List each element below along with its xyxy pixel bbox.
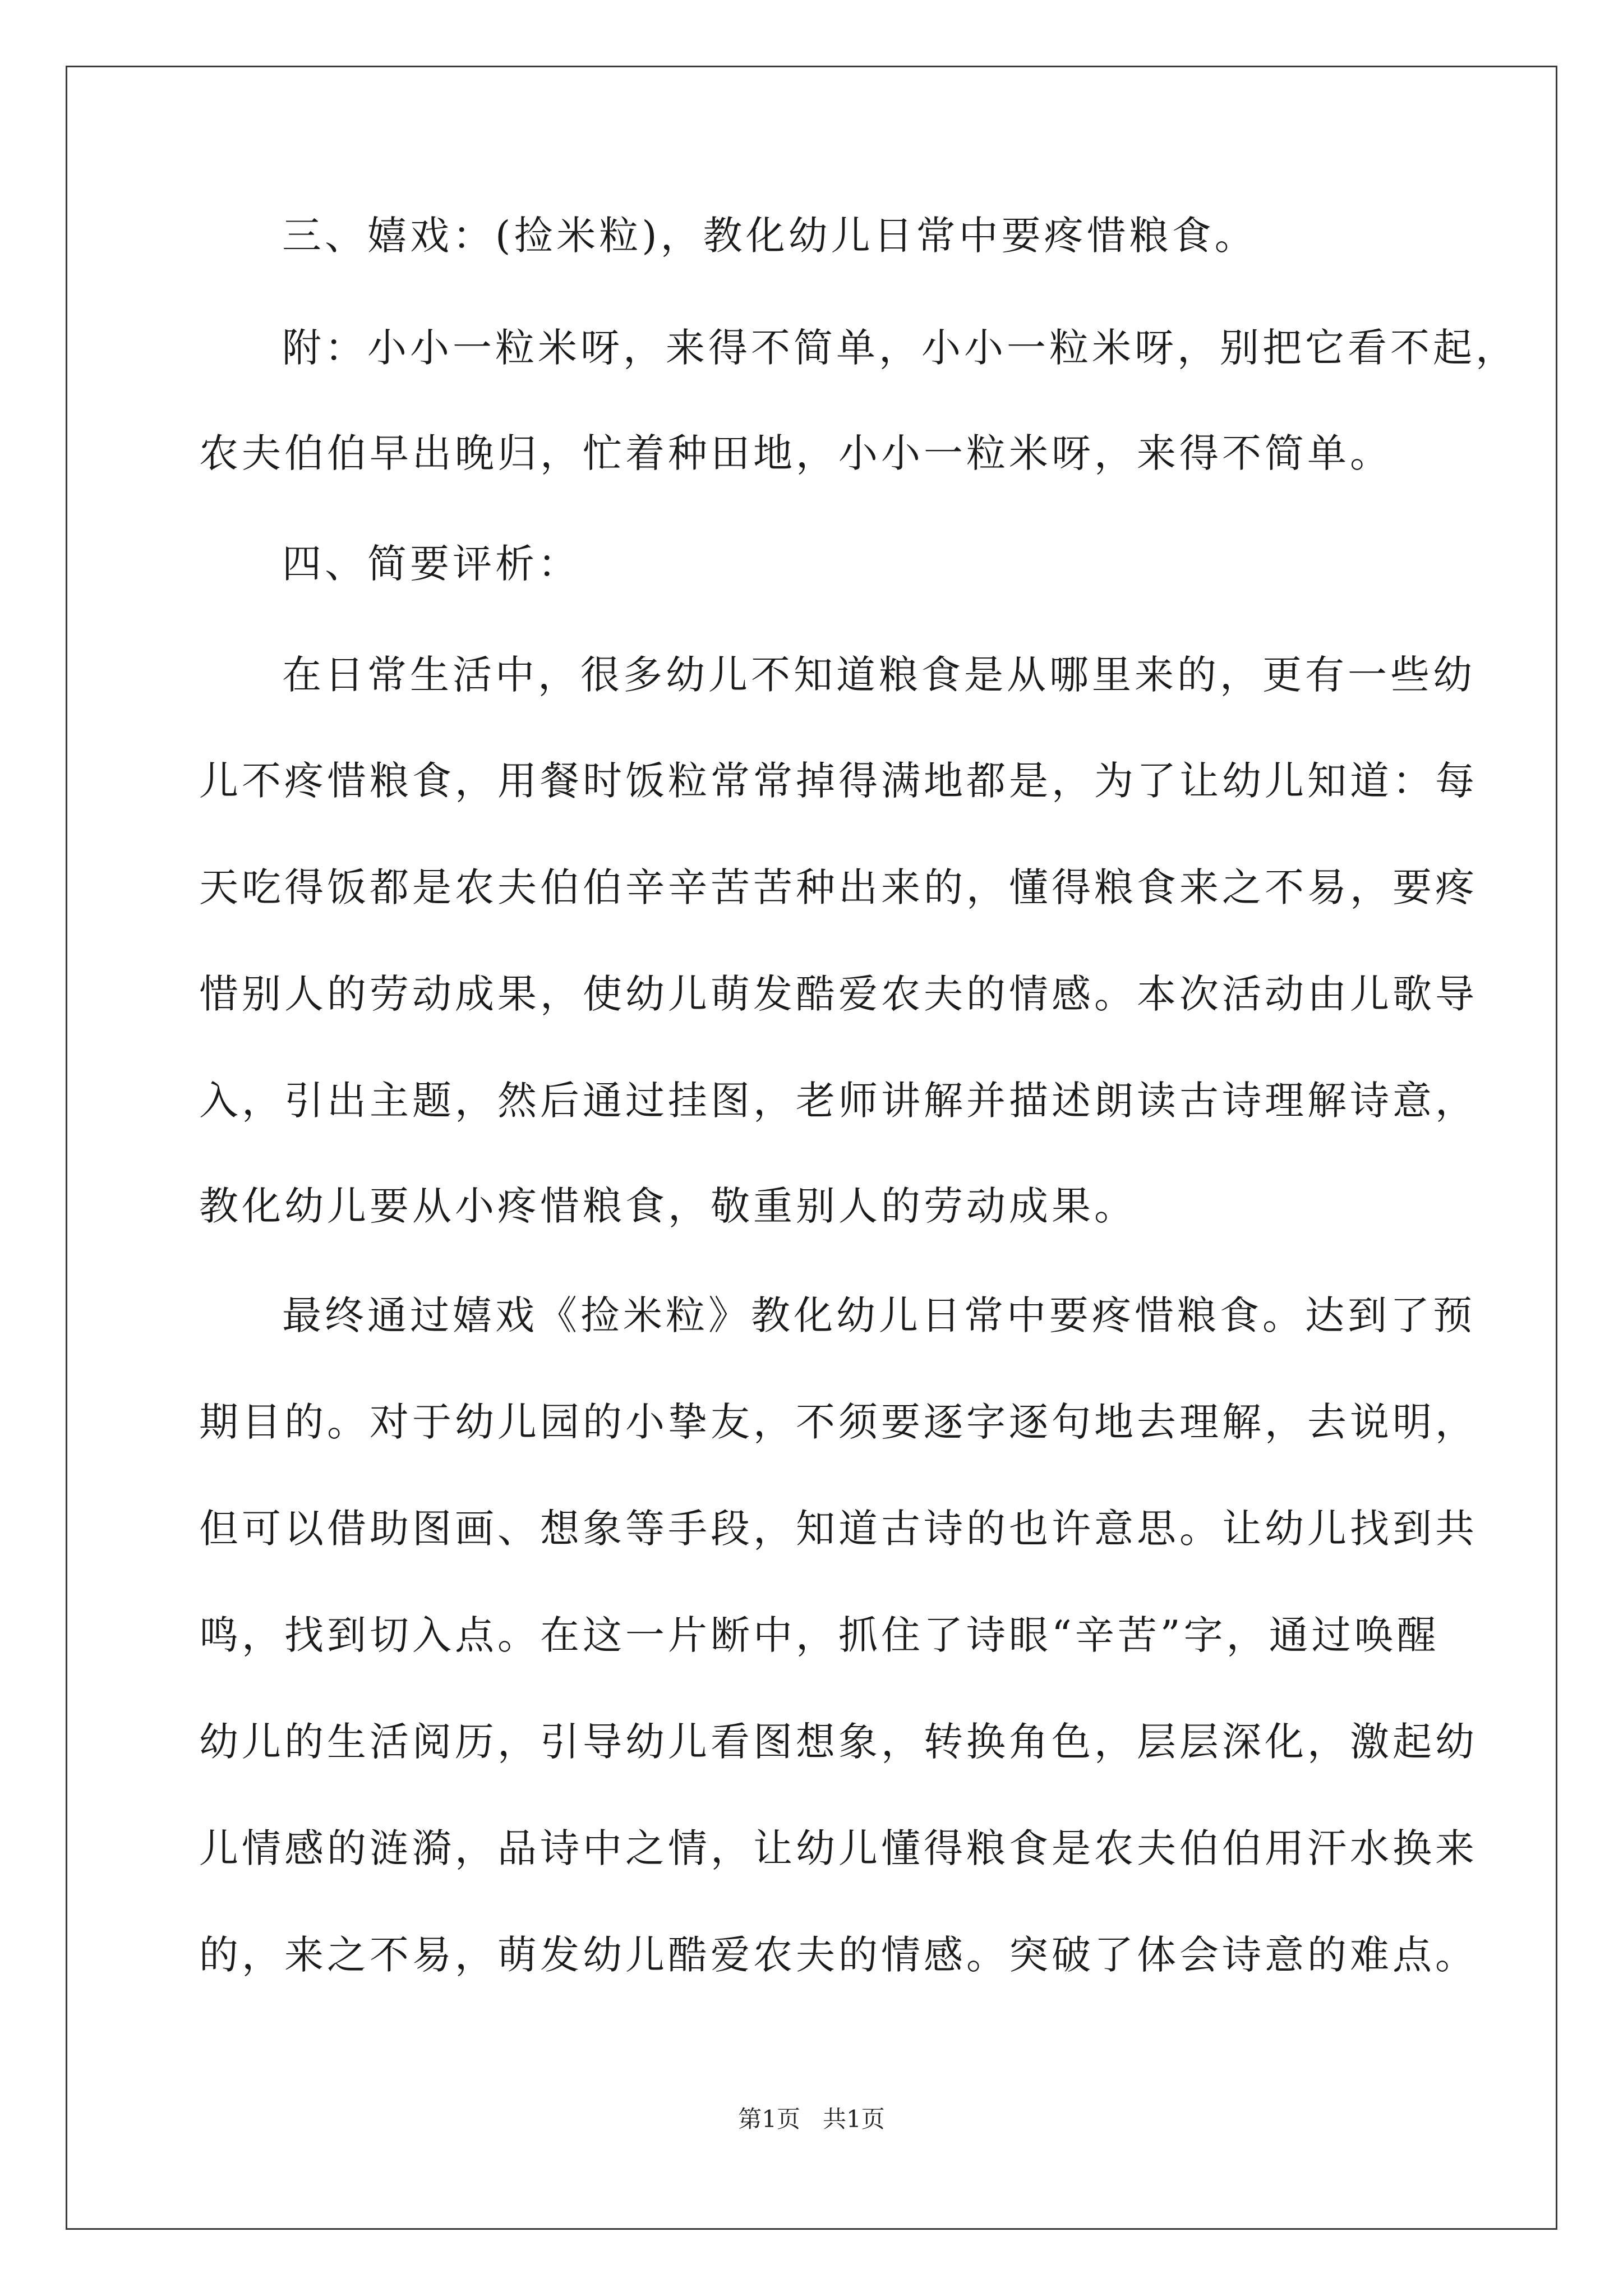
paragraph-line: 的，来之不易，萌发幼儿酷爱农夫的情感。突破了体会诗意的难点。 [199,1932,1478,1978]
paragraph-line: 最终通过嬉戏《捡米粒》教化幼儿日常中要疼惜粮食。达到了预 [282,1292,1476,1338]
paragraph-line: 在日常生活中，很多幼儿不知道粮食是从哪里来的，更有一些幼 [282,652,1476,698]
page-footer [0,2102,1623,2136]
paragraph-line: 教化幼儿要从小疼惜粮食，敬重别人的劳动成果。 [199,1183,1137,1229]
paragraph-line: 但可以借助图画、想象等手段，知道古诗的也许意思。让幼儿找到共 [199,1506,1478,1552]
section-heading-game: 三、嬉戏：(捡米粒)，教化幼儿日常中要疼惜粮食。 [282,213,1257,259]
paragraph-line: 期目的。对于幼儿园的小挚友，不须要逐字逐句地去理解，去说明， [199,1399,1478,1445]
paragraph-line: 入，引出主题，然后通过挂图，老师讲解并描述朗读古诗理解诗意， [199,1078,1478,1124]
page-border [66,66,1557,2230]
page-number: 第1页 [738,2105,800,2133]
paragraph-line: 惜别人的劳动成果，使幼儿萌发酷爱农夫的情感。本次活动由儿歌导 [199,971,1478,1017]
paragraph-line: 儿不疼惜粮食，用餐时饭粒常常掉得满地都是，为了让幼儿知道：每 [199,758,1478,804]
paragraph-line: 儿情感的涟漪，品诗中之情，让幼儿懂得粮食是农夫伯伯用汗水换来 [199,1825,1478,1871]
page-total: 共1页 [823,2105,885,2133]
appendix-line: 附：小小一粒米呀，来得不简单，小小一粒米呀，别把它看不起， [282,325,1518,371]
paragraph-line: 鸣，找到切入点。在这一片断中，抓住了诗眼“辛苦”字，通过唤醒 [199,1612,1440,1658]
paragraph-line: 幼儿的生活阅历，引导幼儿看图想象，转换角色，层层深化，激起幼 [199,1719,1478,1765]
section-heading-review: 四、简要评析： [282,541,580,587]
appendix-line: 农夫伯伯早出晚归，忙着种田地，小小一粒米呀，来得不简单。 [199,430,1393,476]
paragraph-line: 天吃得饭都是农夫伯伯辛辛苦苦种出来的，懂得粮食来之不易，要疼 [199,864,1478,910]
